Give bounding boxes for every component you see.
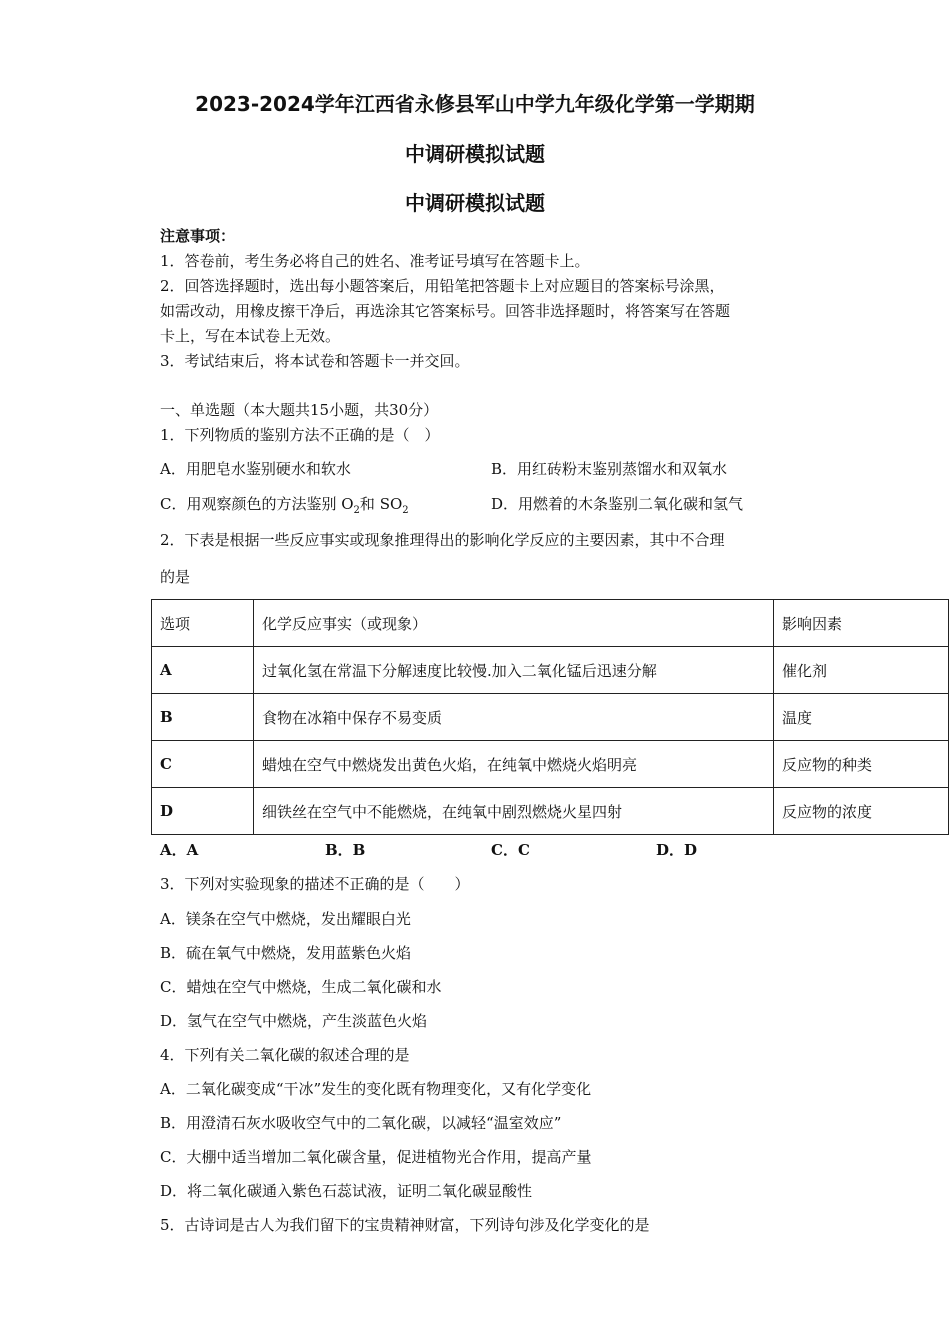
q1-option-c-text2: 和 SO <box>359 495 403 513</box>
subscript: 2 <box>402 505 409 516</box>
q1-option-c-text: C．用观察颜色的方法鉴别 O <box>160 495 354 513</box>
table-cell: 温度 <box>774 694 949 741</box>
table-header: 选项 <box>152 600 254 647</box>
exam-title-line2: 中调研模拟试题 <box>405 142 545 166</box>
notice-line: 1．答卷前，考生务必将自己的姓名、准考证号填写在答题卡上。 <box>160 252 590 270</box>
question-4-stem: 4．下列有关二氧化碳的叙述合理的是 <box>160 1046 410 1064</box>
q2-option-b: B．B <box>325 841 366 859</box>
q4-option-b: B．用澄清石灰水吸收空气中的二氧化碳，以减轻“温室效应” <box>160 1114 562 1132</box>
table-cell: A <box>152 647 254 694</box>
notice-line: 如需改动，用橡皮擦干净后，再选涂其它答案标号。回答非选择题时，将答案写在答题 <box>160 302 731 320</box>
table-row <box>152 741 949 788</box>
table-row <box>152 647 949 694</box>
table-cell: B <box>152 694 254 741</box>
q1-option-a: A．用肥皂水鉴别硬水和软水 <box>160 460 351 478</box>
q1-option-d: D．用燃着的木条鉴别二氧化碳和氢气 <box>491 495 744 513</box>
question-5-stem: 5．古诗词是古人为我们留下的宝贵精神财富，下列诗句涉及化学变化的是 <box>160 1216 650 1234</box>
q4-option-c: C．大棚中适当增加二氧化碳含量，促进植物光合作用，提高产量 <box>160 1148 592 1166</box>
table-cell: 催化剂 <box>774 647 949 694</box>
table-header-row <box>152 600 949 647</box>
table-cell: 反应物的浓度 <box>774 788 949 835</box>
table-row <box>152 788 949 835</box>
notice-heading: 注意事项： <box>160 227 236 245</box>
q3-option-d: D．氢气在空气中燃烧，产生淡蓝色火焰 <box>160 1012 428 1030</box>
q3-option-b: B．硫在氧气中燃烧，发用蓝紫色火焰 <box>160 944 412 962</box>
q2-option-d: D．D <box>656 841 698 859</box>
subscript: 2 <box>353 505 360 516</box>
table-row <box>152 694 949 741</box>
question-3-stem: 3．下列对实验现象的描述不正确的是（ ） <box>160 875 470 893</box>
table-cell: 反应物的种类 <box>774 741 949 788</box>
q4-option-d: D．将二氧化碳通入紫色石蕊试液，证明二氧化碳显酸性 <box>160 1182 533 1200</box>
question-2-stem: 2．下表是根据一些反应事实或现象推理得出的影响化学反应的主要因素，其中不合理 <box>160 531 725 549</box>
q2-option-c: C．C <box>491 841 530 859</box>
table-cell: 蜡烛在空气中燃烧发出黄色火焰，在纯氧中燃烧火焰明亮 <box>254 741 774 788</box>
question-2-stem-cont: 的是 <box>160 568 191 586</box>
exam-title-line3: 中调研模拟试题 <box>405 191 545 215</box>
section-heading: 一、单选题（本大题共15小题，共30分） <box>160 401 439 419</box>
q2-option-a: A．A <box>160 841 199 859</box>
exam-title-line1: 2023-2024学年江西省永修县军山中学九年级化学第一学期期 <box>195 92 755 116</box>
notice-line: 2．回答选择题时，选出每小题答案后，用铅笔把答题卡上对应题目的答案标号涂黑， <box>160 277 725 295</box>
q1-option-b: B．用红砖粉末鉴别蒸馏水和双氧水 <box>491 460 728 478</box>
notice-line: 3．考试结束后，将本试卷和答题卡一并交回。 <box>160 352 470 370</box>
question-1-stem: 1．下列物质的鉴别方法不正确的是（ ） <box>160 426 440 444</box>
table-cell: 食物在冰箱中保存不易变质 <box>254 694 774 741</box>
table-header: 影响因素 <box>774 600 949 647</box>
table-cell: C <box>152 741 254 788</box>
table-cell: 细铁丝在空气中不能燃烧，在纯氧中剧烈燃烧火星四射 <box>254 788 774 835</box>
q2-table <box>151 599 949 835</box>
q3-option-c: C．蜡烛在空气中燃烧，生成二氧化碳和水 <box>160 978 442 996</box>
q3-option-a: A．镁条在空气中燃烧，发出耀眼白光 <box>160 910 411 928</box>
table-header: 化学反应事实（或现象） <box>254 600 774 647</box>
notice-line: 卡上，写在本试卷上无效。 <box>160 327 341 345</box>
table-cell: 过氧化氢在常温下分解速度比较慢.加入二氧化锰后迅速分解 <box>254 647 774 694</box>
q1-option-c <box>160 494 409 521</box>
q4-option-a: A．二氧化碳变成“干冰”发生的变化既有物理变化，又有化学变化 <box>160 1080 592 1098</box>
table-cell: D <box>152 788 254 835</box>
